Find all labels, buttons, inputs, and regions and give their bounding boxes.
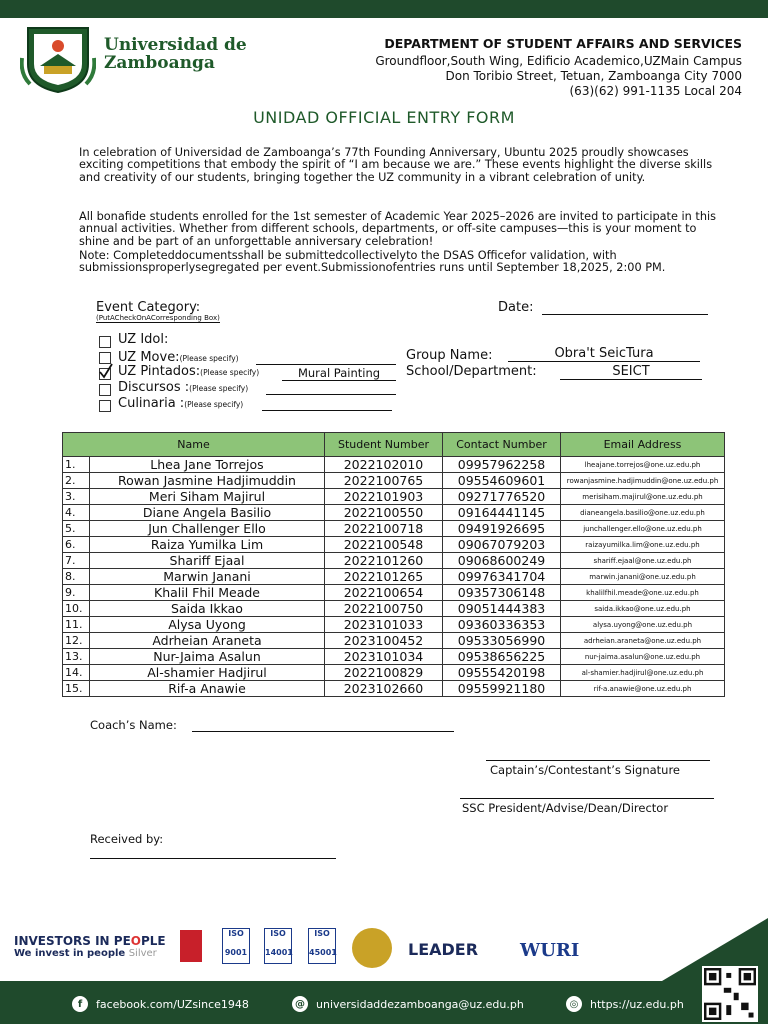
iso-9001-number: 9001 [224, 948, 248, 957]
member-name: Jun Challenger Ello [90, 521, 325, 537]
contact-number: 09554609601 [443, 473, 561, 489]
contact-number: 09164441145 [443, 505, 561, 521]
student-number: 2023100452 [325, 633, 443, 649]
row-number: 1. [63, 457, 90, 473]
contact-number: 09068600249 [443, 553, 561, 569]
row-number: 5. [63, 521, 90, 537]
option-discursos-spec: (Please specify) [189, 384, 249, 393]
table-row [63, 569, 725, 585]
eligibility-paragraph: All bonafide students enrolled for the 1st semester of Academic Year 2025–2026 are invited to participate in this annual activities. Whether from different schools, departments, or off-site campuses—this is your moment to shine and be part of an unforgettable anniversary celebration! [79, 210, 717, 248]
member-name: Shariff Ejaal [90, 553, 325, 569]
received-by-field[interactable] [90, 858, 336, 859]
option-discursos [118, 380, 248, 395]
group-name-label: Group Name: [406, 348, 493, 363]
member-name: Marwin Janani [90, 569, 325, 585]
email-address: rowanjasmine.hadjimuddin@one.uz.edu.ph [561, 473, 725, 489]
row-number: 14. [63, 665, 90, 681]
iip-title: INVESTORS IN PE [14, 934, 131, 948]
checkbox-uz-idol[interactable] [99, 336, 111, 348]
leader-badge: LEADER [408, 940, 479, 959]
row-number: 13. [63, 649, 90, 665]
email-address: lheajane.torrejos@one.uz.edu.ph [561, 457, 725, 473]
email-link[interactable] [292, 996, 524, 1012]
address-line-2: Don Toribio Street, Tetuan, Zamboanga City 7000 [445, 69, 742, 83]
culinaria-specify-field[interactable] [262, 410, 392, 411]
table-row [63, 537, 725, 553]
student-number: 2022100765 [325, 473, 443, 489]
option-uz-move-label: UZ Move: [118, 350, 180, 365]
table-row [63, 633, 725, 649]
contact-number: 09491926695 [443, 521, 561, 537]
uz-pintados-specify-field[interactable]: Mural Painting [282, 366, 396, 381]
school-department-field[interactable]: SEICT [560, 364, 702, 380]
table-row [63, 521, 725, 537]
table-row [63, 665, 725, 681]
row-number: 11. [63, 617, 90, 633]
form-title: UNIDAD OFFICIAL ENTRY FORM [253, 108, 515, 127]
footer-bar [0, 981, 768, 1024]
website-text: https://uz.edu.ph [590, 997, 684, 1011]
logo-line-2: Zamboanga [104, 53, 215, 73]
row-number: 3. [63, 489, 90, 505]
member-name: Rif-a Anawie [90, 681, 325, 697]
contact-number: 09533056990 [443, 633, 561, 649]
address-line-1: Groundfloor,South Wing, Edificio Academico,UZMain Campus [375, 54, 742, 68]
iso-14001-number: 14001 [265, 948, 293, 957]
option-culinaria-label: Culinaria : [118, 396, 185, 411]
uz-move-specify-field[interactable] [256, 364, 396, 365]
check-mark-icon [98, 362, 114, 380]
logo-line-1: Universidad de [104, 35, 247, 55]
iip-o: O [130, 934, 141, 948]
wuri-badge: WURI [520, 940, 580, 961]
row-number: 8. [63, 569, 90, 585]
department-title: DEPARTMENT OF STUDENT AFFAIRS AND SERVICES [384, 36, 742, 51]
student-number: 2023101034 [325, 649, 443, 665]
student-number: 2022100750 [325, 601, 443, 617]
table-row [63, 457, 725, 473]
facebook-icon: f [72, 996, 88, 1012]
option-uz-move [118, 350, 239, 365]
date-label: Date: [498, 300, 534, 315]
option-culinaria [118, 396, 243, 411]
member-name: Raiza Yumilka Lim [90, 537, 325, 553]
iip-tagline: We invest in people [14, 948, 126, 959]
member-name: Al-shamier Hadjirul [90, 665, 325, 681]
iip-title-end: PLE [140, 934, 166, 948]
note-paragraph: Note: Completeddocumentsshall be submittedcollectivelyto the DSAS Officefor validation, with submissionsproperlysegregated per event.Submissionofentries runs until September 18,2025, 2:00 PM. [79, 249, 666, 275]
checkbox-discursos[interactable] [99, 384, 111, 396]
email-icon: @ [292, 996, 308, 1012]
student-number: 2022100548 [325, 537, 443, 553]
contact-number: 09559921180 [443, 681, 561, 697]
email-address: khalilfhil.meade@one.uz.edu.ph [561, 585, 725, 601]
row-number: 6. [63, 537, 90, 553]
student-number: 2022100654 [325, 585, 443, 601]
student-number: 2022101265 [325, 569, 443, 585]
contact-number: 09051444383 [443, 601, 561, 617]
event-category-instruction: (PutACheckOnACorresponding Box) [96, 314, 220, 322]
great-place-to-work-badge [180, 930, 202, 962]
date-field[interactable] [542, 314, 708, 315]
email-address: merisiham.majirul@one.uz.edu.ph [561, 489, 725, 505]
intro-paragraph: In celebration of Universidad de Zamboanga’s 77th Founding Anniversary, Ubuntu 2025 proudly showcases exciting competitions that embody the spirit of “I am because we are.” These events highlight the diverse skills and creativity of our students, bringing together the UZ community in a vibrant celebration of unity. [79, 146, 713, 184]
contact-number: 09357306148 [443, 585, 561, 601]
iso-45001-badge: ISO 45001 [308, 928, 336, 964]
checkbox-culinaria[interactable] [99, 400, 111, 412]
table-row [63, 601, 725, 617]
member-name: Rowan Jasmine Hadjimuddin [90, 473, 325, 489]
email-address: nur-jaima.asalun@one.uz.edu.ph [561, 649, 725, 665]
option-uz-pintados-spec: (Please specify) [200, 368, 260, 377]
header-student-number: Student Number [325, 433, 443, 457]
student-number: 2022101903 [325, 489, 443, 505]
student-number: 2022100550 [325, 505, 443, 521]
option-uz-idol: UZ Idol: [118, 332, 169, 347]
table-row [63, 489, 725, 505]
student-number: 2023102660 [325, 681, 443, 697]
member-name: Nur-Jaima Asalun [90, 649, 325, 665]
table-row [63, 681, 725, 697]
table-row [63, 553, 725, 569]
discursos-specify-field[interactable] [266, 394, 396, 395]
facebook-text: facebook.com/UZsince1948 [96, 997, 249, 1011]
contact-number: 09067079203 [443, 537, 561, 553]
option-uz-pintados-label: UZ Pintados: [118, 364, 201, 379]
qr-code[interactable] [702, 966, 758, 1022]
email-address: saida.ikkao@one.uz.edu.ph [561, 601, 725, 617]
iso-14001-badge: ISO 14001 [264, 928, 292, 964]
option-uz-move-spec: (Please specify) [179, 354, 239, 363]
contact-number: 09555420198 [443, 665, 561, 681]
captain-signature-label: Captain’s/Contestant’s Signature [490, 763, 681, 777]
header-email: Email Address [561, 433, 725, 457]
member-name: Alysa Uyong [90, 617, 325, 633]
email-address: junchallenger.ello@one.uz.edu.ph [561, 521, 725, 537]
coach-name-field[interactable] [192, 731, 454, 732]
globe-icon: ◎ [566, 996, 582, 1012]
iip-level: Silver [128, 948, 157, 959]
email-address: raizayumilka.lim@one.uz.edu.ph [561, 537, 725, 553]
phone-line: (63)(62) 991-1135 Local 204 [569, 84, 742, 98]
captain-signature-line[interactable] [486, 760, 710, 761]
email-address: dianeangela.basilio@one.uz.edu.ph [561, 505, 725, 521]
investors-in-people-badge [14, 934, 166, 959]
option-discursos-label: Discursos : [118, 380, 190, 395]
table-row [63, 473, 725, 489]
member-name: Diane Angela Basilio [90, 505, 325, 521]
table-row [63, 617, 725, 633]
row-number: 2. [63, 473, 90, 489]
option-uz-pintados [118, 364, 259, 379]
ssc-signature-label: SSC President/Advise/Dean/Director [462, 801, 669, 815]
ssc-signature-line[interactable] [460, 798, 714, 799]
received-by-label: Received by: [90, 832, 164, 846]
email-text: universidaddezamboanga@uz.edu.ph [316, 997, 524, 1011]
email-address: al-shamier.hadjirul@one.uz.edu.ph [561, 665, 725, 681]
table-header-row [63, 433, 725, 457]
table-row [63, 649, 725, 665]
student-number: 2022100829 [325, 665, 443, 681]
member-name: Saida Ikkao [90, 601, 325, 617]
website-link[interactable] [566, 996, 684, 1012]
row-number: 15. [63, 681, 90, 697]
row-number: 7. [63, 553, 90, 569]
contact-number: 09538656225 [443, 649, 561, 665]
option-culinaria-spec: (Please specify) [184, 400, 244, 409]
member-name: Khalil Fhil Meade [90, 585, 325, 601]
member-name: Adrheian Araneta [90, 633, 325, 649]
department-header [375, 36, 742, 99]
student-number: 2022101260 [325, 553, 443, 569]
facebook-link[interactable] [72, 996, 249, 1012]
student-number: 2022100718 [325, 521, 443, 537]
student-number: 2022102010 [325, 457, 443, 473]
email-address: alysa.uyong@one.uz.edu.ph [561, 617, 725, 633]
contact-number: 09957962258 [443, 457, 561, 473]
row-number: 4. [63, 505, 90, 521]
contact-number: 09271776520 [443, 489, 561, 505]
row-number: 12. [63, 633, 90, 649]
university-seal-logo [20, 24, 96, 94]
iso-9001-badge: ISO 9001 [222, 928, 250, 964]
university-name-logo [104, 36, 247, 72]
contact-number: 09360336353 [443, 617, 561, 633]
table-row [63, 505, 725, 521]
contact-number: 09976341704 [443, 569, 561, 585]
email-address: shariff.ejaal@one.uz.edu.ph [561, 553, 725, 569]
email-address: adrheian.araneta@one.uz.edu.ph [561, 633, 725, 649]
header-name: Name [63, 433, 325, 457]
top-bar [0, 0, 768, 18]
coach-name-label: Coach’s Name: [90, 718, 177, 732]
event-category-label: Event Category: [96, 300, 201, 315]
header-contact-number: Contact Number [443, 433, 561, 457]
member-table [62, 432, 725, 697]
iso-45001-number: 45001 [309, 948, 337, 957]
school-department-label: School/Department: [406, 364, 537, 379]
table-row [63, 585, 725, 601]
email-address: rif-a.anawie@one.uz.edu.ph [561, 681, 725, 697]
member-name: Meri Siham Majirul [90, 489, 325, 505]
email-address: marwin.janani@one.uz.edu.ph [561, 569, 725, 585]
row-number: 10. [63, 601, 90, 617]
row-number: 9. [63, 585, 90, 601]
member-name: Lhea Jane Torrejos [90, 457, 325, 473]
student-number: 2023101033 [325, 617, 443, 633]
gold-seal-badge [352, 928, 392, 968]
group-name-field[interactable]: Obra't SeicTura [508, 346, 700, 362]
